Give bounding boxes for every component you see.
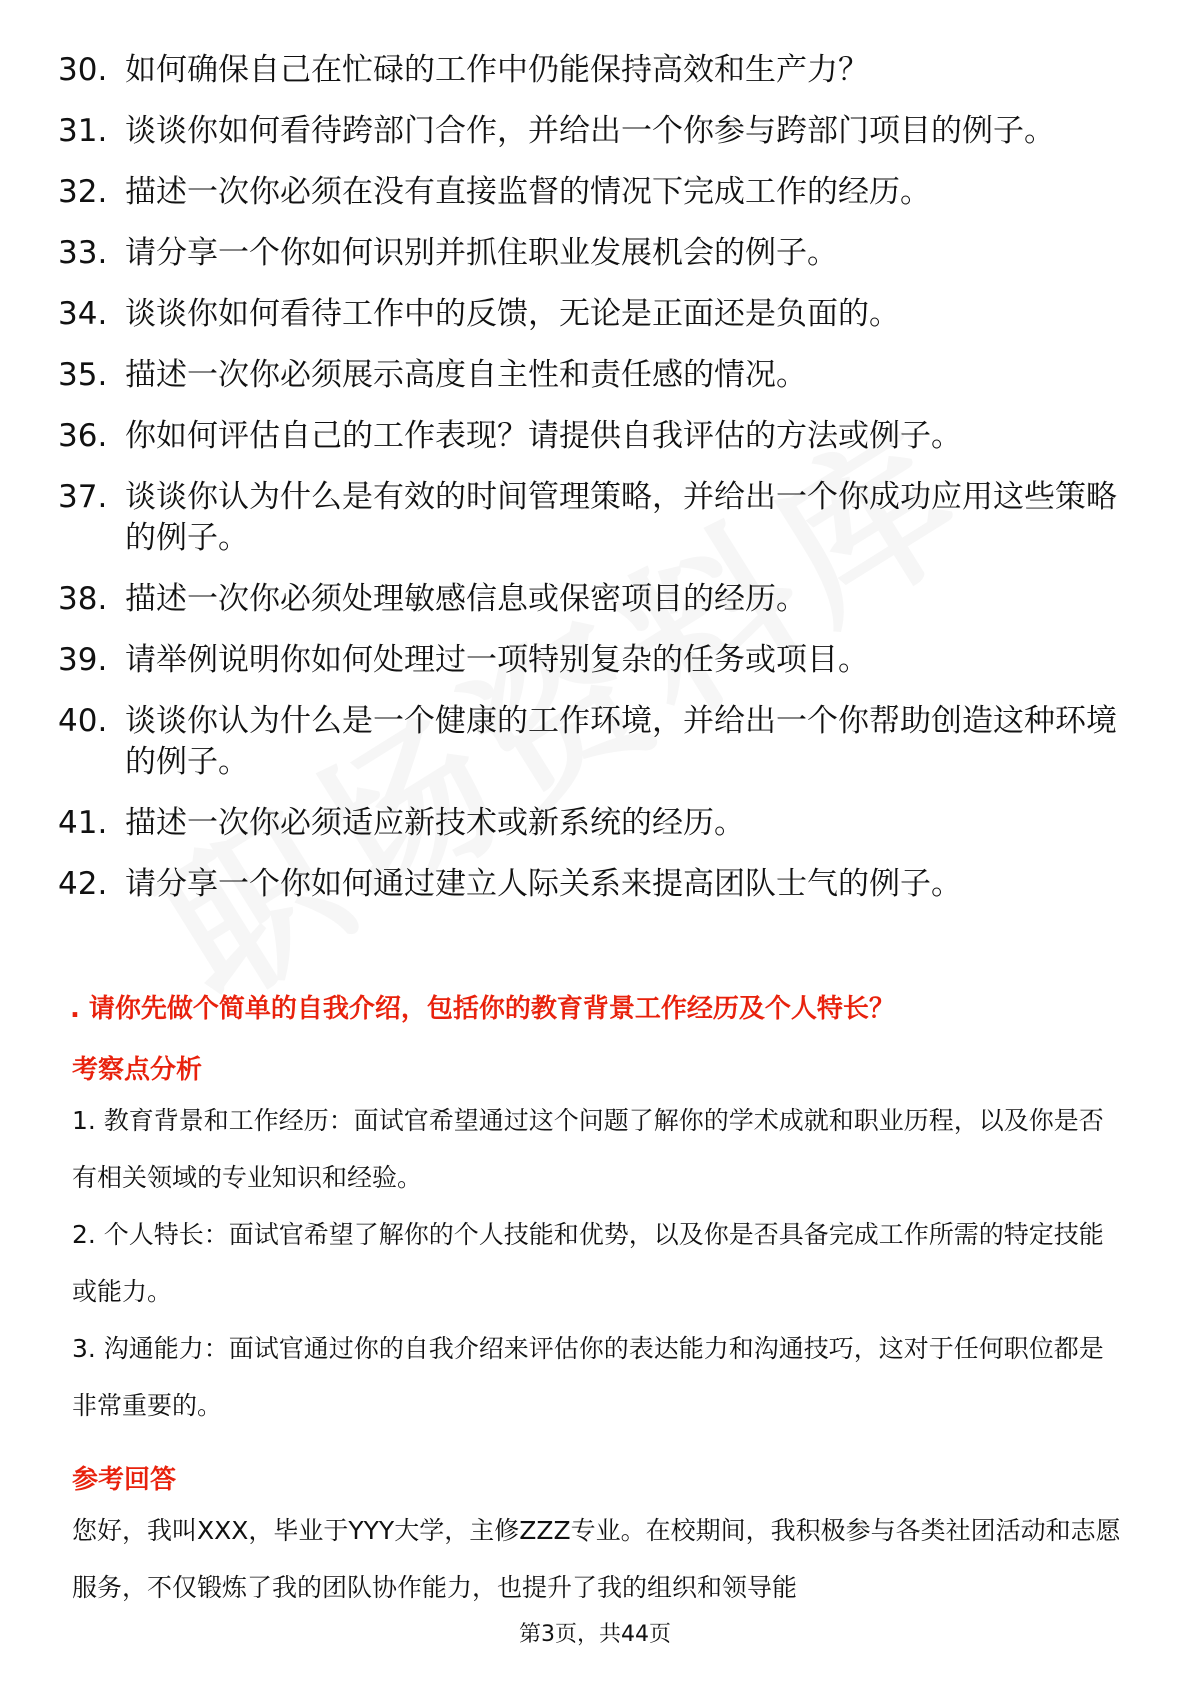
question-text: 如何确保自己在忙碌的工作中仍能保持高效和生产力？ <box>125 52 869 88</box>
analysis-point: 2. 个人特长：面试官希望了解你的个人技能和优势，以及你是否具备完成工作所需的特定技能或能力。 <box>72 1220 1104 1306</box>
question-number: 31. <box>58 113 108 149</box>
question-number: 38. <box>58 581 108 617</box>
question-text: 请分享一个你如何识别并抓住职业发展机会的例子。 <box>125 235 838 271</box>
question-number: 39. <box>58 642 108 678</box>
question-number: 42. <box>58 866 108 902</box>
question-text: 描述一次你必须在没有直接监督的情况下完成工作的经历。 <box>125 174 931 210</box>
question-number: 34. <box>58 296 108 332</box>
list-item <box>0 294 1190 335</box>
question-text: 谈谈你认为什么是一个健康的工作环境，并给出一个你帮助创造这种环境的例子。 <box>125 703 1117 780</box>
list-item <box>0 864 1190 905</box>
question-number: 32. <box>58 174 108 210</box>
list-item <box>0 233 1190 274</box>
page-number: 第3页，共44页 <box>519 1622 671 1647</box>
list-item <box>0 355 1190 396</box>
question-text: 谈谈你认为什么是有效的时间管理策略，并给出一个你成功应用这些策略的例子。 <box>125 479 1117 556</box>
question-number: 33. <box>58 235 108 271</box>
list-item <box>0 416 1190 457</box>
analysis-point: 1. 教育背景和工作经历：面试官希望通过这个问题了解你的学术成就和职业历程，以及你是否有相关领域的专业知识和经验。 <box>72 1106 1104 1192</box>
question-list <box>0 50 1190 925</box>
question-text: 请分享一个你如何通过建立人际关系来提高团队士气的例子。 <box>125 866 962 902</box>
analysis-heading: 考察点分析 <box>72 1055 203 1085</box>
question-number: 36. <box>58 418 108 454</box>
question-text: 描述一次你必须适应新技术或新系统的经历。 <box>125 805 745 841</box>
question-text: 谈谈你如何看待跨部门合作，并给出一个你参与跨部门项目的例子。 <box>125 113 1055 149</box>
question-number: 30. <box>58 52 108 88</box>
list-item <box>0 803 1190 844</box>
question-number: 35. <box>58 357 108 393</box>
question-number: 37. <box>58 479 108 515</box>
question-text: 你如何评估自己的工作表现？请提供自我评估的方法或例子。 <box>125 418 962 454</box>
question-text: 请举例说明你如何处理过一项特别复杂的任务或项目。 <box>125 642 869 678</box>
answer-heading: 参考回答 <box>72 1465 177 1495</box>
analysis-point: 3. 沟通能力：面试官通过你的自我介绍来评估你的表达能力和沟通技巧，这对于任何职位都是非常重要的。 <box>72 1334 1104 1420</box>
list-item <box>0 50 1190 91</box>
question-number: 40. <box>58 703 108 739</box>
list-item <box>0 477 1190 559</box>
list-item <box>0 640 1190 681</box>
list-item <box>0 701 1190 783</box>
interview-question-title: . 请你先做个简单的自我介绍，包括你的教育背景工作经历及个人特长？ <box>70 994 895 1024</box>
list-item <box>0 111 1190 152</box>
answer-body: 您好，我叫XXX，毕业于YYY大学，主修ZZZ专业。在校期间，我积极参与各类社团活动和志愿服务，不仅锻炼了我的团队协作能力，也提升了我的组织和领导能 <box>72 1516 1121 1602</box>
list-item <box>0 579 1190 620</box>
question-text: 描述一次你必须处理敏感信息或保密项目的经历。 <box>125 581 807 617</box>
question-text: 描述一次你必须展示高度自主性和责任感的情况。 <box>125 357 807 393</box>
question-number: 41. <box>58 805 108 841</box>
question-text: 谈谈你如何看待工作中的反馈，无论是正面还是负面的。 <box>125 296 900 332</box>
list-item <box>0 172 1190 213</box>
